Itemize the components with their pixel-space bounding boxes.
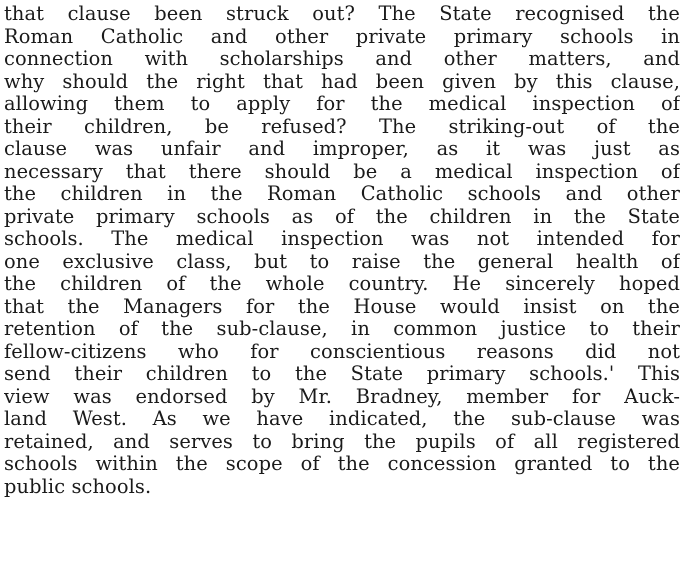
- text-line: one exclusive class, but to raise the general health of: [4, 250, 680, 273]
- text-line: retained, and serves to bring the pupils of all registered: [4, 430, 680, 453]
- text-line: their children, be refused? The striking-out of the: [4, 115, 680, 138]
- document-text-block: [4, 3, 680, 498]
- text-line: the children of the whole country. He sincerely hoped: [4, 273, 680, 295]
- text-line: clause was unfair and improper, as it was just as: [4, 138, 680, 160]
- text-line: schools within the scope of the concession granted to the: [4, 453, 680, 475]
- text-line: view was endorsed by Mr. Bradney, member for Auck-: [4, 385, 680, 408]
- text-line: private primary schools as of the children in the State: [4, 205, 680, 228]
- text-line: retention of the sub-clause, in common justice to their: [4, 318, 680, 340]
- text-line: that the Managers for the House would insist on the: [4, 295, 680, 318]
- text-line: send their children to the State primary schools.' This: [4, 363, 680, 385]
- text-line: the children in the Roman Catholic schools and other: [4, 183, 680, 205]
- text-line: necessary that there should be a medical inspection of: [4, 160, 680, 183]
- text-line: why should the right that had been given by this clause,: [4, 70, 680, 93]
- text-line: land West. As we have indicated, the sub-clause was: [4, 408, 680, 430]
- text-line: public schools.: [4, 475, 152, 498]
- text-line: fellow-citizens who for conscientious reasons did not: [4, 340, 680, 363]
- text-line: connection with scholarships and other matters, and: [4, 48, 680, 70]
- text-line: schools. The medical inspection was not intended for: [4, 228, 680, 250]
- text-line: that clause been struck out? The State recognised the: [4, 3, 680, 25]
- text-line: allowing them to apply for the medical inspection of: [4, 93, 680, 115]
- text-line: Roman Catholic and other private primary schools in: [4, 25, 680, 48]
